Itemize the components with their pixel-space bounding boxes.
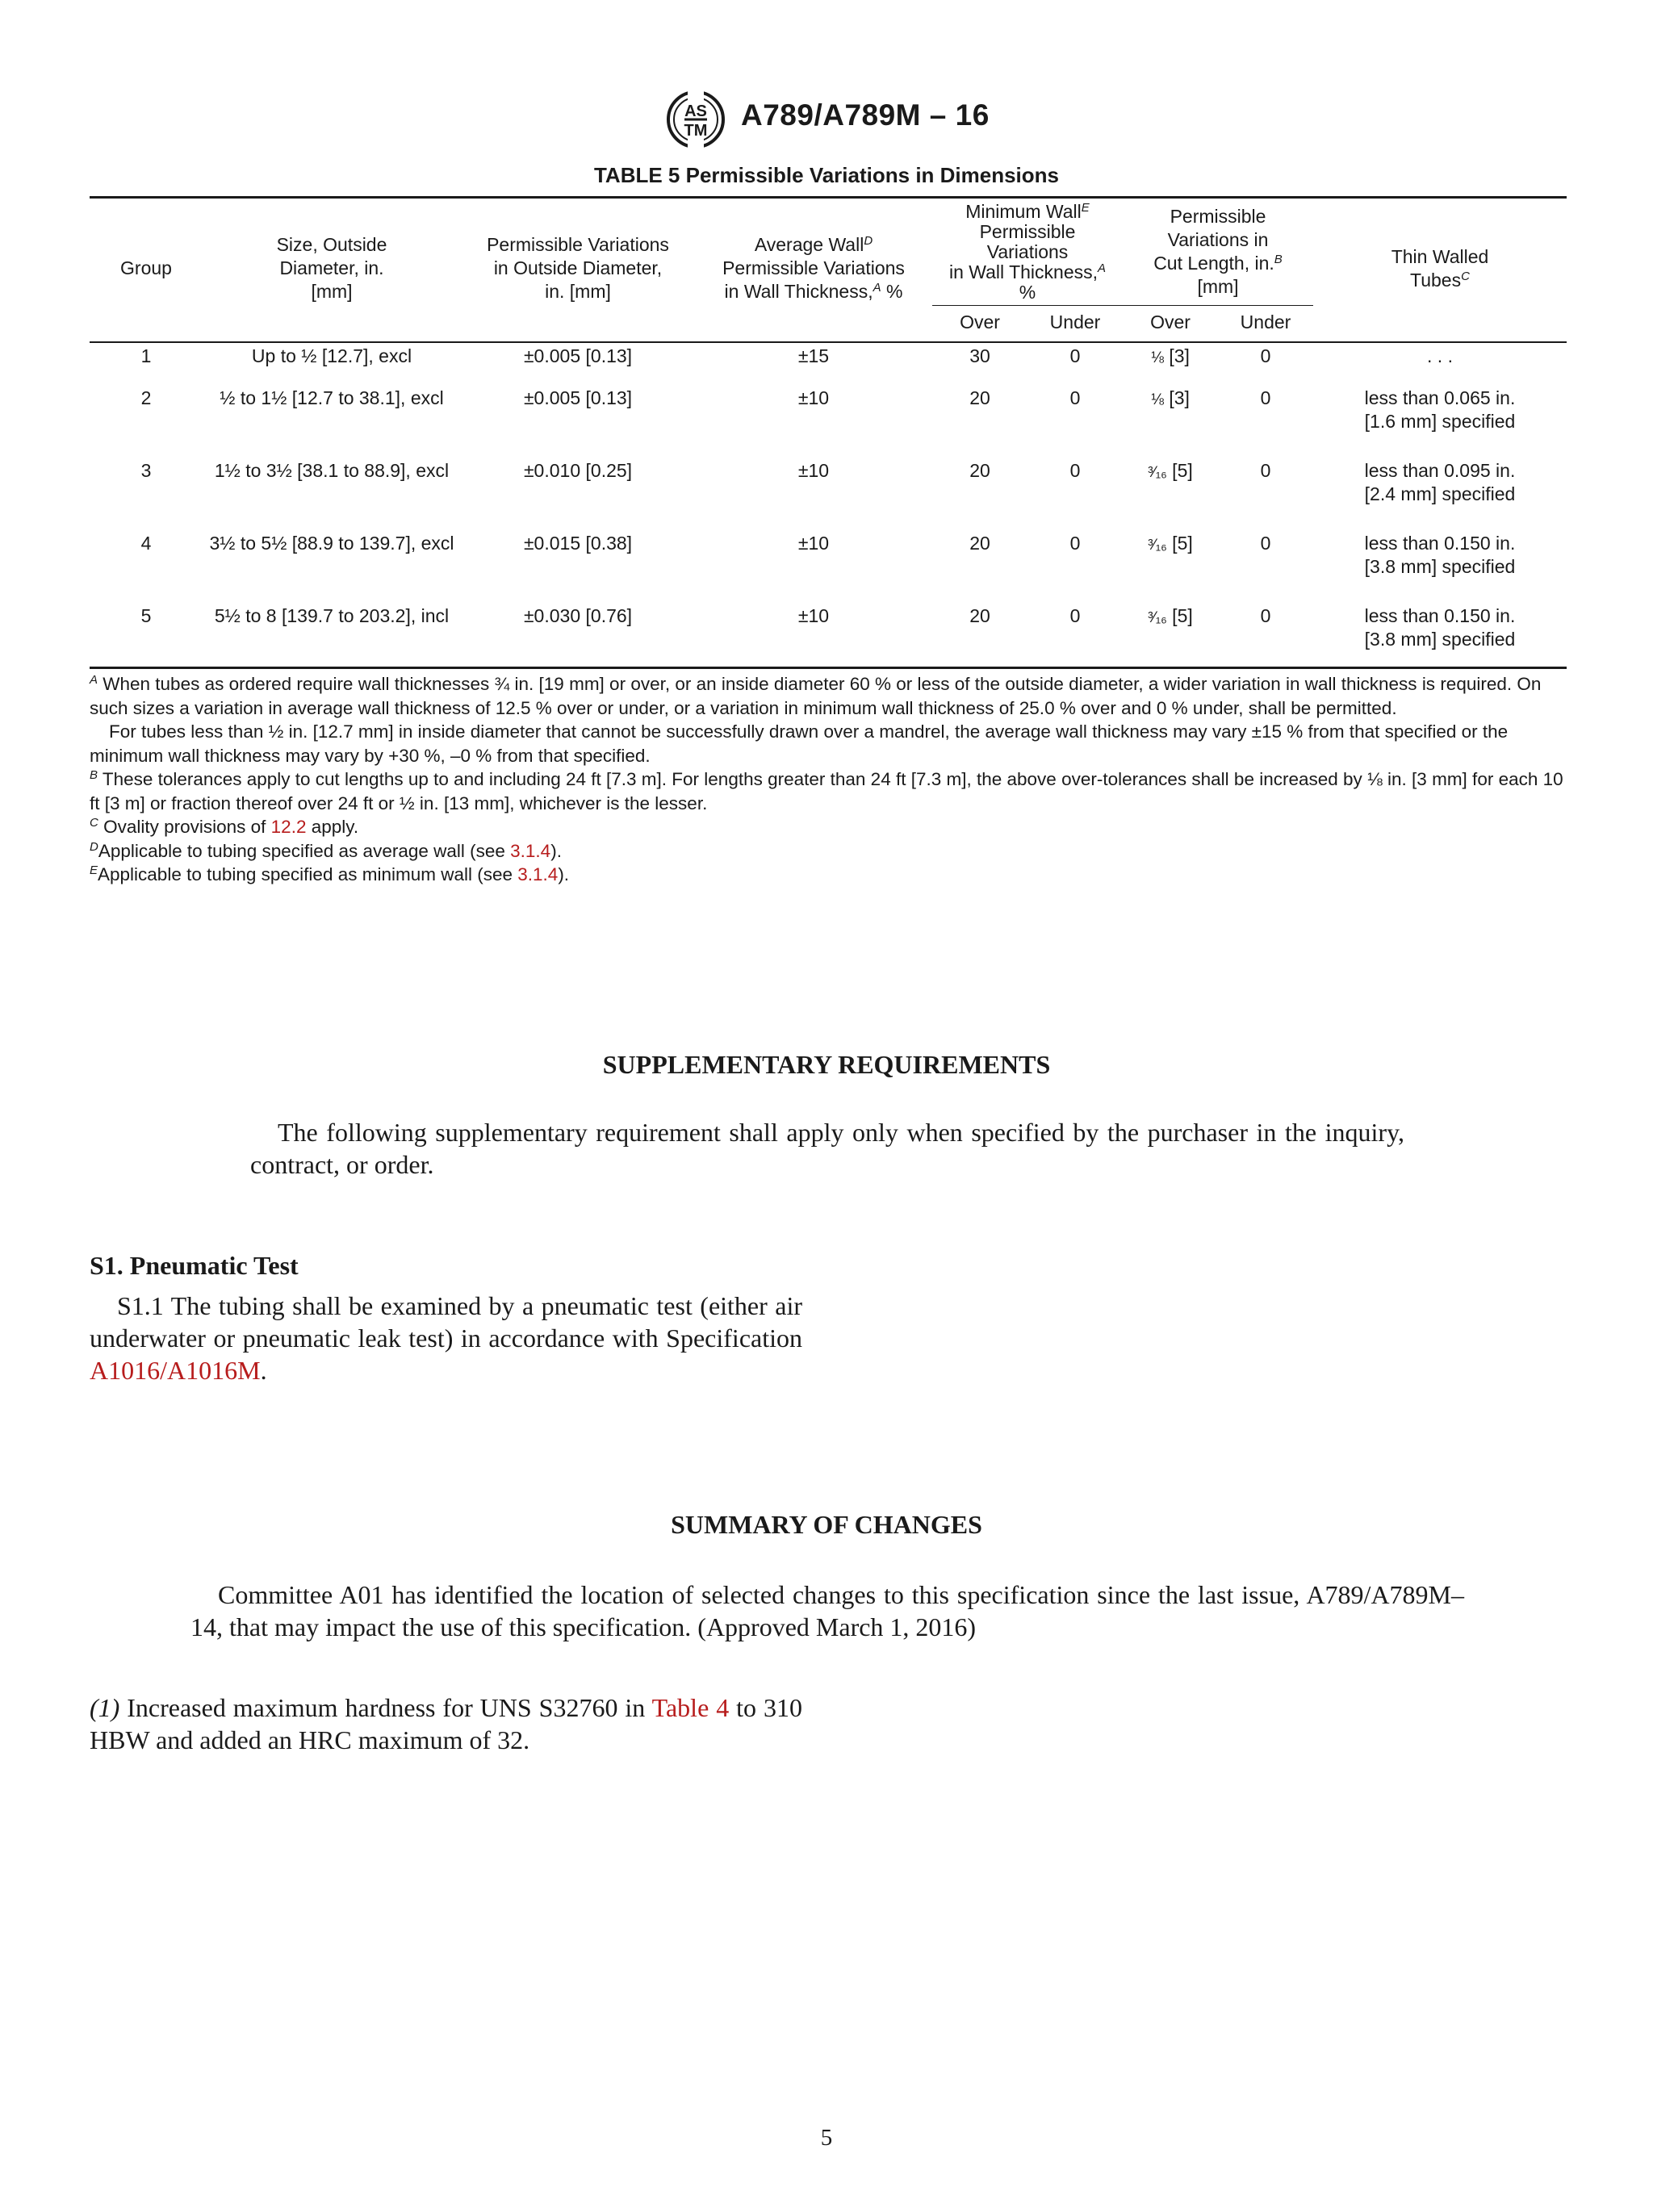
cell-avg: ±10 xyxy=(797,460,830,481)
cell-avg: ±10 xyxy=(797,387,830,408)
cell-cut-under: 0 xyxy=(1260,460,1271,481)
cell-od: ±0.030 [0.76] xyxy=(523,605,633,626)
cell-cut-over: ⅛ [3] xyxy=(1151,345,1190,366)
sub-header-min-under: Under xyxy=(1049,311,1101,332)
link-a1016[interactable]: A1016/A1016M xyxy=(90,1356,261,1385)
cell-size: 3½ to 5½ [88.9 to 139.7], excl xyxy=(209,533,454,554)
col-header-group: Group xyxy=(120,257,172,278)
link-section-12-2[interactable]: 12.2 xyxy=(270,817,307,837)
cell-od: ±0.015 [0.38] xyxy=(523,533,633,554)
cell-od: ±0.005 [0.13] xyxy=(523,387,633,408)
cell-min-over: 20 xyxy=(969,533,990,554)
cell-cut-over: ⅛ [3] xyxy=(1151,387,1190,408)
cell-min-under: 0 xyxy=(1069,533,1081,554)
cell-thin: less than 0.095 in. [2.4 mm] specified xyxy=(1364,460,1516,504)
link-table-4[interactable]: Table 4 xyxy=(651,1693,730,1722)
cell-od: ±0.005 [0.13] xyxy=(523,345,633,366)
col-header-od-variation: Permissible Variations in Outside Diameter, in. [mm] xyxy=(487,234,669,302)
cell-group: 1 xyxy=(140,345,152,366)
cell-min-under: 0 xyxy=(1069,460,1081,481)
cell-group: 3 xyxy=(140,460,152,481)
page-header xyxy=(0,87,1653,152)
cell-min-over: 20 xyxy=(969,460,990,481)
supplementary-heading: SUPPLEMENTARY REQUIREMENTS xyxy=(602,1050,1051,1079)
cell-cut-over: ³⁄₁₆ [5] xyxy=(1148,460,1193,481)
cell-min-over: 20 xyxy=(969,387,990,408)
cell-size: Up to ½ [12.7], excl xyxy=(251,345,412,366)
sub-header-cut-over: Over xyxy=(1150,311,1191,332)
link-section-3-1-4[interactable]: 3.1.4 xyxy=(517,864,559,884)
page-number: 5 xyxy=(820,2125,833,2151)
cell-thin: less than 0.150 in. [3.8 mm] specified xyxy=(1364,533,1516,577)
dimensions-table xyxy=(90,199,1567,677)
document-id: A789/A789M – 16 xyxy=(741,98,990,132)
cell-min-over: 20 xyxy=(969,605,990,626)
cell-size: ½ to 1½ [12.7 to 38.1], excl xyxy=(220,387,444,408)
table-row xyxy=(90,338,1567,387)
cell-size: 5½ to 8 [139.7 to 203.2], incl xyxy=(214,605,450,626)
cell-cut-over: ³⁄₁₆ [5] xyxy=(1148,533,1193,554)
supplementary-intro: The following supplementary requirement shall apply only when specified by the purchaser in the inquiry, contract, or order. xyxy=(250,1118,1404,1179)
cell-cut-under: 0 xyxy=(1260,345,1271,366)
table-title: TABLE 5 Permissible Variations in Dimensions xyxy=(593,163,1060,187)
cell-size: 1½ to 3½ [38.1 to 88.9], excl xyxy=(214,460,450,481)
col-header-cut-length: Permissible Variations in Cut Length, in.$^B$ [mm] xyxy=(1123,199,1313,306)
summary-heading: SUMMARY OF CHANGES xyxy=(671,1510,982,1539)
table-footnotes xyxy=(90,672,1571,887)
summary-intro: Committee A01 has identified the location of selected changes to this specification since the last issue, A789/A789M–14, that may impact the use of this specification. (Approved March 1, 2016) xyxy=(190,1580,1464,1641)
cell-avg: ±15 xyxy=(797,345,830,366)
footnote-a-continued: For tubes less than ½ in. [12.7 mm] in inside diameter that cannot be successfully drawn over a mandrel, the average wall thickness may vary ±15 % from that specified or the minimum wall thickness may vary by +30 %, –0 % from that specified. xyxy=(90,721,1509,766)
cell-od: ±0.010 [0.25] xyxy=(523,460,633,481)
table-row xyxy=(90,387,1567,459)
cell-group: 4 xyxy=(140,533,152,554)
cell-avg: ±10 xyxy=(797,533,830,554)
svg-text:AS: AS xyxy=(684,102,707,120)
col-header-size: Size, Outside Diameter, in. [mm] xyxy=(276,234,387,302)
cell-min-under: 0 xyxy=(1069,345,1081,366)
cell-cut-under: 0 xyxy=(1260,533,1271,554)
cell-group: 5 xyxy=(140,605,152,626)
astm-logo-icon xyxy=(663,87,728,152)
table-bottom-rule xyxy=(90,667,1567,669)
cell-avg: ±10 xyxy=(797,605,830,626)
svg-text:TM: TM xyxy=(684,122,708,140)
cell-min-under: 0 xyxy=(1069,387,1081,408)
col-header-average-wall: Average Wall$^D$ Permissible Variations in Wall Thickness,$^A$ % xyxy=(722,234,905,302)
footnote-a: $^A$ When tubes as ordered require wall thicknesses ¾ in. [19 mm] or over, or an inside diameter 60 % or less of the outside diameter, a wider variation in wall thickness is required. On such sizes a variation in average wall thickness of 12.5 % over or under, or a variation in minimum wall thickness of 25.0 % over and 0 % under, shall be permitted. xyxy=(90,673,1542,718)
table-row xyxy=(90,459,1567,532)
col-header-minimum-wall: Minimum Wall$^E$ Permissible Variations in Wall Thickness,$^A$ % xyxy=(932,199,1123,306)
cell-cut-over: ³⁄₁₆ [5] xyxy=(1148,605,1193,626)
cell-min-under: 0 xyxy=(1069,605,1081,626)
cell-group: 2 xyxy=(140,387,152,408)
sub-header-cut-under: Under xyxy=(1240,311,1291,332)
sub-header-min-over: Over xyxy=(960,311,1000,332)
footnote-d: $^D$Applicable to tubing specified as average wall (see 3.1.4). xyxy=(90,839,562,861)
table-header-rule xyxy=(90,341,1567,343)
col-header-thin-walled: Thin Walled Tubes$^C$ xyxy=(1391,245,1489,291)
s1-heading: S1. Pneumatic Test xyxy=(90,1251,299,1280)
s1-paragraph: S1.1 The tubing shall be examined by a pneumatic test (either air underwater or pneumatic leak test) in accordance with Specification A1016/A1016M. xyxy=(90,1291,802,1385)
cell-thin: . . . xyxy=(1427,345,1453,366)
cell-cut-under: 0 xyxy=(1260,605,1271,626)
footnote-b: $^B$ These tolerances apply to cut lengths up to and including 24 ft [7.3 m]. For lengths greater than 24 ft [7.3 m], the above over-tolerances shall be increased by ⅛ in. [3 mm] for each 10 ft [3 m] or fraction thereof over 24 ft or ½ in. [13 mm], whichever is the lesser. xyxy=(90,768,1563,813)
link-section-3-1-4[interactable]: 3.1.4 xyxy=(510,840,551,861)
summary-item-1: (1) Increased maximum hardness for UNS S32760 in Table 4 to 310 HBW and added an HRC maximum of 32. xyxy=(90,1693,803,1754)
cell-thin: less than 0.150 in. [3.8 mm] specified xyxy=(1364,605,1516,650)
footnote-e: $^E$Applicable to tubing specified as minimum wall (see 3.1.4). xyxy=(90,863,570,884)
cell-thin: less than 0.065 in. [1.6 mm] specified xyxy=(1364,387,1516,432)
cell-cut-under: 0 xyxy=(1260,387,1271,408)
cell-min-over: 30 xyxy=(969,345,990,366)
footnote-c: $^C$ Ovality provisions of 12.2 apply. xyxy=(90,816,359,837)
table-row xyxy=(90,532,1567,604)
